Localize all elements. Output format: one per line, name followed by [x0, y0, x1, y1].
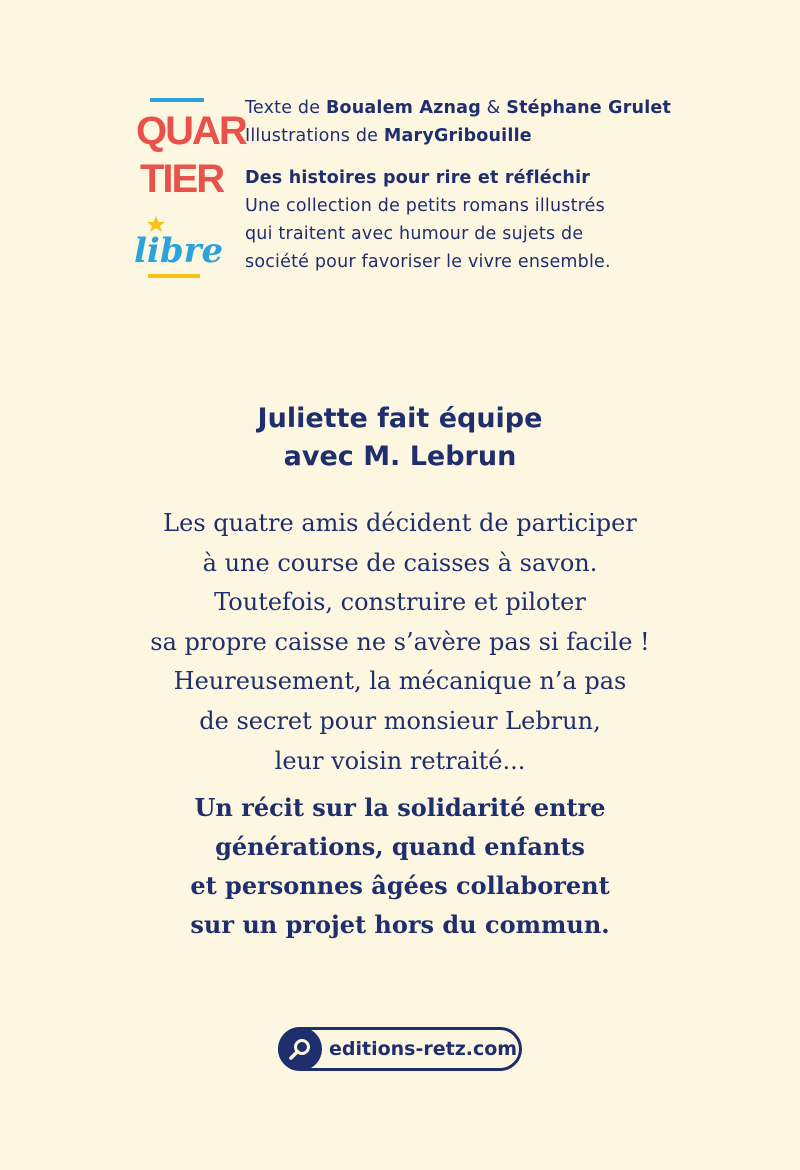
- quartier-libre-logo: [128, 96, 246, 282]
- book-summary: [0, 504, 800, 781]
- illustrator: MaryGribouille: [383, 126, 532, 146]
- collection-line: société pour favoriser le vivre ensemble.: [245, 252, 611, 272]
- summary-line: Heureusement, la mécanique n’a pas: [173, 667, 627, 696]
- star-icon: [147, 216, 165, 232]
- summary-line: Les quatre amis décident de participer: [163, 509, 637, 537]
- website-link[interactable]: [278, 1027, 522, 1071]
- tagline-line: générations, quand enfants: [215, 832, 585, 861]
- credits-block: [245, 94, 675, 276]
- title-line: Juliette fait équipe: [257, 403, 543, 434]
- summary-line: leur voisin retraité...: [274, 746, 526, 775]
- logo-line-3: libre: [134, 231, 224, 271]
- tagline-line: Un récit sur la solidarité entre: [194, 793, 606, 822]
- collection-heading: Des histoires pour rire et réfléchir: [245, 168, 591, 188]
- illustrator-line: [245, 122, 675, 150]
- author-1: Boualem Aznag: [325, 98, 481, 118]
- collection-line: Une collection de petits romans illustrés: [245, 196, 605, 216]
- book-tagline: [0, 788, 800, 944]
- logo-line-2: TIER: [140, 157, 224, 201]
- summary-line: sa propre caisse ne s’avère pas si facile !: [150, 627, 650, 656]
- summary-line: à une course de caisses à savon.: [202, 548, 598, 577]
- tagline-line: sur un projet hors du commun.: [190, 910, 610, 939]
- authors-line: [245, 94, 675, 122]
- illustrations-prefix: Illustrations de: [245, 126, 384, 146]
- summary-line: Toutefois, construire et piloter: [214, 588, 586, 617]
- tagline-line: et personnes âgées collaborent: [190, 871, 610, 900]
- summary-line: de secret pour monsieur Lebrun,: [199, 706, 601, 735]
- logo-line-1: QUAR: [136, 109, 246, 153]
- author-2: Stéphane Grulet: [506, 98, 672, 118]
- search-icon-badge: [278, 1027, 322, 1071]
- website-url[interactable]: editions-retz.com: [329, 1038, 518, 1060]
- search-icon: [288, 1037, 312, 1061]
- collection-line: qui traitent avec humour de sujets de: [245, 224, 584, 244]
- logo-graphic: [128, 96, 246, 282]
- text-by-prefix: Texte de: [245, 98, 326, 118]
- title-line: avec M. Lebrun: [283, 441, 517, 472]
- book-title: [0, 400, 800, 476]
- ampersand: &: [480, 98, 507, 118]
